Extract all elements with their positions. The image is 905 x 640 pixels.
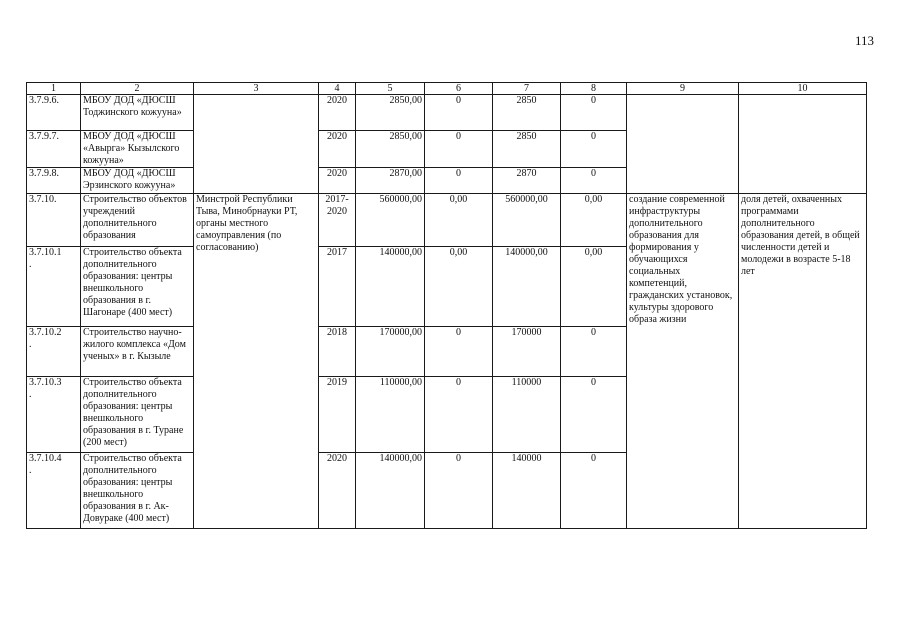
- row-total: 2850,00: [356, 95, 425, 131]
- row-republic: 140000,00: [493, 247, 561, 326]
- header-cell: 10: [739, 83, 867, 95]
- row-number-text: 3.7.10.1: [29, 247, 62, 259]
- row-year: 2019: [319, 376, 356, 452]
- row-number-text: 3.7.10.2: [29, 326, 62, 338]
- row-year: 2020: [319, 95, 356, 131]
- row-number: [27, 326, 81, 376]
- row-republic: 170000: [493, 326, 561, 376]
- target-indicator: доля детей, охваченных программами дополнительного образования детей, в общей численности детей и молодежи в возрасте 5-18 лет: [739, 194, 867, 529]
- row-year: 2017-2020: [319, 194, 356, 247]
- row-total: 170000,00: [356, 326, 425, 376]
- row-federal: 0,00: [425, 194, 493, 247]
- row-republic: 560000,00: [493, 194, 561, 247]
- header-cell: 6: [425, 83, 493, 95]
- row-local: 0: [561, 168, 627, 194]
- row-number-dot: .: [29, 388, 32, 400]
- row-year: 2020: [319, 131, 356, 168]
- row-number: [27, 376, 81, 452]
- row-name: МБОУ ДОД «ДЮСШ Эрзинского кожууна»: [81, 168, 194, 194]
- expected-result: создание современной инфраструктуры дополнительного образования для формирования у обучающихся социальных компетенций, гражданских установок, культуры здорового образа жизни: [627, 194, 739, 327]
- row-number: 3.7.9.7.: [27, 131, 81, 168]
- row-name: Строительство объектов учреждений дополнительного образования: [81, 194, 194, 247]
- page-number: 113: [855, 33, 875, 48]
- header-row: [27, 83, 867, 95]
- row-number: [27, 247, 81, 326]
- row-year: 2020: [319, 168, 356, 194]
- row-federal: 0: [425, 326, 493, 376]
- row-republic: 110000: [493, 376, 561, 452]
- row-republic: 2850: [493, 95, 561, 131]
- row-total: 140000,00: [356, 452, 425, 528]
- row-local: 0: [561, 95, 627, 131]
- row-total: 560000,00: [356, 194, 425, 247]
- row-year: 2020: [319, 452, 356, 528]
- row-name: Строительство объекта дополнительного образования: центры внешкольного образования в г. Ак-Довураке (400 мест): [81, 452, 194, 528]
- row-local: 0,00: [561, 194, 627, 247]
- row-name: МБОУ ДОД «ДЮСШ «Авырга» Кызылского кожууна»: [81, 131, 194, 168]
- row-federal: 0,00: [425, 247, 493, 326]
- row-total: 2850,00: [356, 131, 425, 168]
- header-cell: 7: [493, 83, 561, 95]
- result-empty: [627, 95, 739, 194]
- row-republic: 2850: [493, 131, 561, 168]
- row-local: 0: [561, 131, 627, 168]
- row-name: Строительство научно-жилого комплекса «Дом ученых» в г. Кызыле: [81, 326, 194, 376]
- row-total: 110000,00: [356, 376, 425, 452]
- row-local: 0,00: [561, 247, 627, 326]
- row-number: [27, 452, 81, 528]
- row-year: 2018: [319, 326, 356, 376]
- row-name: Строительство объекта дополнительного образования: центры внешкольного образования в г. Шагонаре (400 мест): [81, 247, 194, 326]
- row-republic: 140000: [493, 452, 561, 528]
- row-number: 3.7.10.: [27, 194, 81, 247]
- row-year: 2017: [319, 247, 356, 326]
- header-cell: 2: [81, 83, 194, 95]
- header-cell: 8: [561, 83, 627, 95]
- responsible-empty: [194, 95, 319, 194]
- result-empty: [627, 326, 739, 528]
- program-table: [26, 82, 867, 529]
- row-name: Строительство объекта дополнительного образования: центры внешкольного образования в г. Туране (200 мест): [81, 376, 194, 452]
- row-federal: 0: [425, 95, 493, 131]
- row-number-dot: .: [29, 338, 32, 350]
- row-federal: 0: [425, 168, 493, 194]
- row-number-text: 3.7.10.3: [29, 376, 62, 388]
- row-local: 0: [561, 376, 627, 452]
- row-federal: 0: [425, 452, 493, 528]
- header-cell: 4: [319, 83, 356, 95]
- header-cell: 5: [356, 83, 425, 95]
- row-number: 3.7.9.6.: [27, 95, 81, 131]
- row-republic: 2870: [493, 168, 561, 194]
- row-local: 0: [561, 452, 627, 528]
- row-federal: 0: [425, 131, 493, 168]
- responsible-executors: Минстрой Республики Тыва, Минобрнауки РТ, органы местного самоуправления (по согласованию): [194, 194, 319, 529]
- row-total: 2870,00: [356, 168, 425, 194]
- header-cell: 1: [27, 83, 81, 95]
- indicator-empty: [739, 95, 867, 194]
- row-federal: 0: [425, 376, 493, 452]
- table-row: [27, 95, 867, 131]
- row-name: МБОУ ДОД «ДЮСШ Тоджинского кожууна»: [81, 95, 194, 131]
- row-local: 0: [561, 326, 627, 376]
- header-cell: 3: [194, 83, 319, 95]
- row-number-dot: .: [29, 259, 32, 271]
- header-cell: 9: [627, 83, 739, 95]
- row-number: 3.7.9.8.: [27, 168, 81, 194]
- table-row: [27, 194, 867, 247]
- row-number-dot: .: [29, 464, 32, 476]
- row-total: 140000,00: [356, 247, 425, 326]
- row-number-text: 3.7.10.4: [29, 452, 62, 464]
